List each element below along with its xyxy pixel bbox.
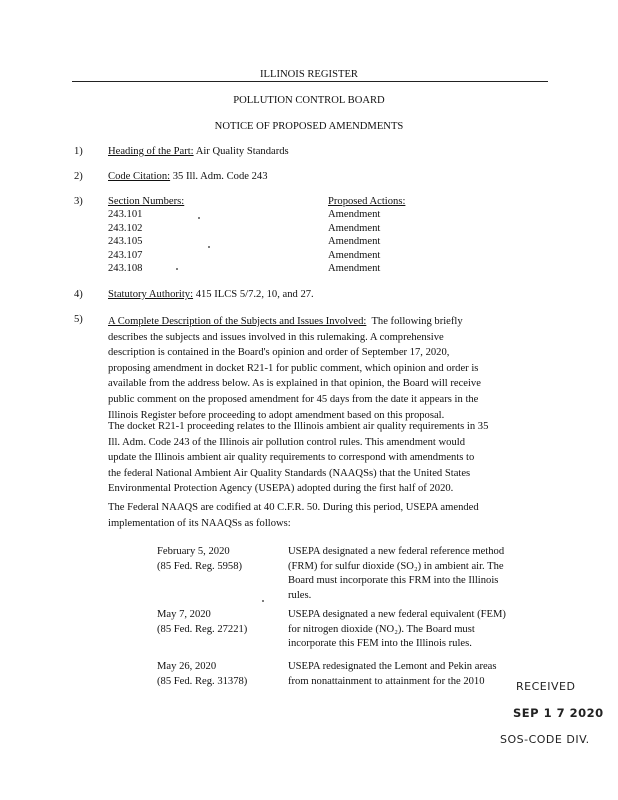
description-line: USEPA designated a new federal equivalent (FEM)	[288, 609, 506, 620]
item-2-label: Code Citation:	[108, 171, 171, 182]
paragraph-line: The docket R21-1 proceeding relates to the Illinois ambient air quality requirements in 35	[108, 421, 489, 432]
proposed-action: Amendment	[328, 223, 381, 234]
item-5-paragraph-2	[108, 419, 548, 497]
scan-speck	[208, 246, 210, 248]
proposed-action: Amendment	[328, 236, 381, 247]
paragraph-line: describes the subjects and issues involved in this rulemaking. A comprehensive	[108, 331, 444, 343]
paragraph-line: proposing amendment in docket R21-1 for public comment, which opinion and order is	[108, 362, 479, 374]
action-description	[288, 545, 548, 603]
description-line: USEPA designated a new federal reference method	[288, 546, 505, 557]
proposed-action: Amendment	[328, 209, 381, 220]
description-line: from nonattainment to attainment for the 2010	[288, 675, 485, 687]
action-date-cell	[157, 608, 247, 637]
action-citation: (85 Fed. Reg. 5958)	[157, 560, 243, 572]
description-line: Board must incorporate this FRM into the Illinois	[288, 575, 499, 586]
item-4-number: 4)	[74, 289, 83, 300]
scan-speck	[262, 600, 264, 602]
section-number: 243.108	[108, 263, 143, 274]
paragraph-line: update the Illinois ambient air quality requirements to correspond with amendments to	[108, 452, 475, 464]
item-1-label: Heading of the Part:	[108, 146, 194, 157]
action-description	[288, 608, 548, 652]
register-title: ILLINOIS REGISTER	[260, 69, 358, 80]
description-line: incorporate this FEM into the Illinois rules.	[288, 638, 472, 649]
action-date: May 26, 2020	[157, 661, 217, 672]
action-citation: (85 Fed. Reg. 31378)	[157, 675, 248, 687]
section-number: 243.107	[108, 250, 143, 261]
action-date-cell	[157, 660, 247, 689]
description-line: for nitrogen dioxide (NO₂). The Board must	[288, 623, 475, 635]
paragraph-line: Environmental Protection Agency (USEPA) adopted during the first half of 2020.	[108, 483, 454, 495]
received-stamp-office: SOS-CODE DIV.	[500, 733, 590, 746]
item-4	[108, 289, 314, 300]
header-rule	[72, 81, 548, 82]
item-2	[108, 171, 268, 182]
proposed-action: Amendment	[328, 263, 381, 274]
action-description	[288, 660, 548, 689]
item-5-paragraph-3	[108, 500, 548, 531]
item-4-label: Statutory Authority:	[108, 289, 194, 300]
scan-speck	[176, 268, 178, 270]
paragraph-line: available from the address below. As is explained in that opinion, the Board will receive	[108, 378, 481, 390]
proposed-action: Amendment	[328, 250, 381, 261]
paragraph-line: Ill. Adm. Code 243 of the Illinois air pollution control rules. This amendment would	[108, 436, 466, 448]
action-date-cell	[157, 545, 242, 574]
item-2-value: 35 Ill. Adm. Code 243	[172, 171, 268, 182]
paragraph-line: implementation of its NAAQSs as follows:	[108, 517, 291, 529]
item-5-label: A Complete Description of the Subjects and Issues Involved:	[108, 316, 367, 327]
description-line: (FRM) for sulfur dioxide (SO₂) in ambient air. The	[288, 560, 504, 572]
action-date: February 5, 2020	[157, 546, 230, 557]
paragraph-line: Illinois Register before proceeding to adopt amendment based on this proposal.	[108, 409, 445, 421]
paragraph-line: description is contained in the Board's opinion and order of September 17, 2020,	[108, 347, 450, 359]
item-4-value: 415 ILCS 5/7.2, 10, and 27.	[195, 289, 314, 300]
agency-title: POLLUTION CONTROL BOARD	[233, 95, 385, 106]
item-5-number: 5)	[74, 314, 83, 325]
description-line: rules.	[288, 589, 312, 601]
received-stamp-date: SEP 1 7 2020	[513, 706, 604, 720]
action-citation: (85 Fed. Reg. 27221)	[157, 623, 248, 635]
action-date: May 7, 2020	[157, 609, 211, 620]
item-3-number: 3)	[74, 196, 83, 207]
received-stamp: RECEIVED	[516, 680, 576, 693]
proposed-actions-header: Proposed Actions:	[328, 196, 406, 207]
section-number: 243.105	[108, 236, 143, 247]
item-1-value: Air Quality Standards	[195, 146, 289, 157]
description-line: USEPA redesignated the Lemont and Pekin areas	[288, 661, 497, 672]
paragraph-line: public comment on the proposed amendment for 45 days from the date it appears in the	[108, 393, 479, 405]
item-2-number: 2)	[74, 171, 83, 182]
section-number: 243.101	[108, 209, 143, 220]
paragraph-line: the federal National Ambient Air Quality Standards (NAAQSs) that the United States	[108, 467, 471, 479]
notice-title: NOTICE OF PROPOSED AMENDMENTS	[214, 121, 404, 132]
item-1-number: 1)	[74, 146, 83, 157]
paragraph-line: The Federal NAAQS are codified at 40 C.F.R. 50. During this period, USEPA amended	[108, 502, 479, 513]
section-number: 243.102	[108, 223, 143, 234]
section-numbers-header: Section Numbers:	[108, 196, 185, 207]
item-5-paragraph-1	[108, 314, 548, 423]
item-1	[108, 146, 289, 157]
item-5-text: The following briefly	[371, 316, 463, 327]
scan-speck	[198, 217, 200, 219]
